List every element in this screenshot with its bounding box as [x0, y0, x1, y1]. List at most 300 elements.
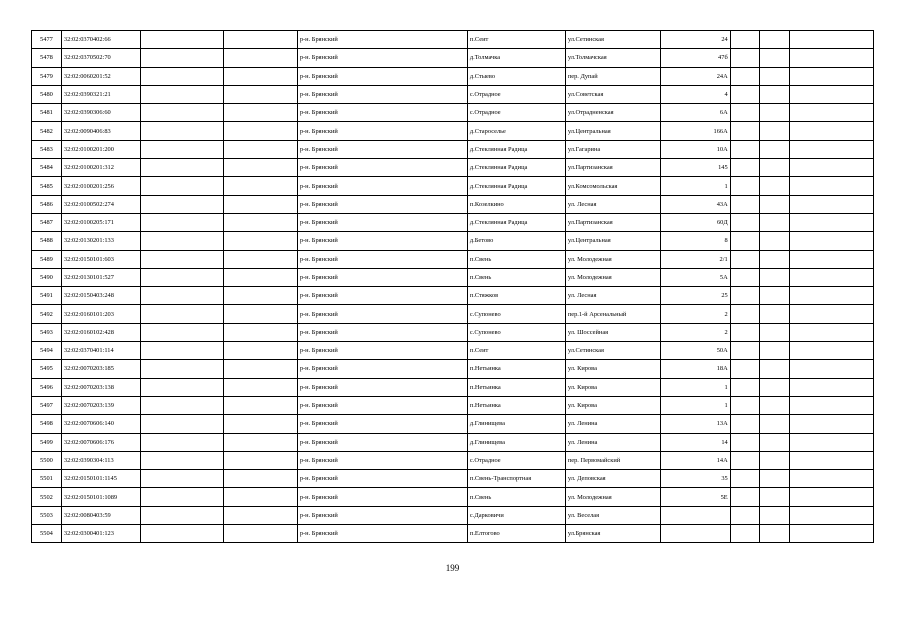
empty-cell	[223, 470, 297, 488]
table-row	[32, 470, 874, 488]
empty-cell	[223, 305, 297, 323]
empty-cell	[141, 506, 223, 524]
empty-cell	[790, 122, 874, 140]
district-cell: р-н. Брянский	[297, 342, 467, 360]
table-row	[32, 433, 874, 451]
empty-cell	[759, 250, 790, 268]
house-number-cell	[660, 525, 730, 543]
empty-cell	[223, 488, 297, 506]
empty-cell	[759, 232, 790, 250]
empty-cell	[141, 213, 223, 231]
locality-cell: п.Свень	[467, 488, 565, 506]
cadastral-number-cell: 32:02:0300401:123	[61, 525, 140, 543]
locality-cell: д.Толмачка	[467, 49, 565, 67]
table-row	[32, 49, 874, 67]
street-cell: ул. Кирова	[565, 360, 660, 378]
cadastral-number-cell: 32:02:0390304:113	[61, 451, 140, 469]
empty-cell	[790, 250, 874, 268]
row-number-cell: 5481	[32, 104, 62, 122]
table-row	[32, 177, 874, 195]
empty-cell	[223, 360, 297, 378]
street-cell: ул. Молодежная	[565, 250, 660, 268]
register-table	[31, 30, 874, 543]
empty-cell	[790, 378, 874, 396]
cadastral-number-cell: 32:02:0160102:428	[61, 323, 140, 341]
row-number-cell: 5498	[32, 415, 62, 433]
empty-cell	[223, 85, 297, 103]
empty-cell	[141, 232, 223, 250]
table-row	[32, 159, 874, 177]
cadastral-number-cell: 32:02:0080403:59	[61, 506, 140, 524]
row-number-cell: 5495	[32, 360, 62, 378]
street-cell: ул.Советская	[565, 85, 660, 103]
locality-cell: п.Свень-Транспортная	[467, 470, 565, 488]
locality-cell: с.Супонево	[467, 305, 565, 323]
empty-cell	[790, 433, 874, 451]
locality-cell: п.Нетьинка	[467, 378, 565, 396]
district-cell: р-н. Брянский	[297, 213, 467, 231]
table-row	[32, 67, 874, 85]
house-number-cell: 5Е	[660, 488, 730, 506]
row-number-cell: 5488	[32, 232, 62, 250]
house-number-cell: 145	[660, 159, 730, 177]
house-number-cell: 47б	[660, 49, 730, 67]
empty-cell	[759, 104, 790, 122]
district-cell: р-н. Брянский	[297, 140, 467, 158]
house-number-cell: 1	[660, 396, 730, 414]
empty-cell	[223, 195, 297, 213]
empty-cell	[223, 525, 297, 543]
street-cell: ул.Сетинская	[565, 342, 660, 360]
street-cell: ул.Толмачская	[565, 49, 660, 67]
empty-cell	[141, 195, 223, 213]
table-row	[32, 378, 874, 396]
street-cell: ул. Молодежная	[565, 268, 660, 286]
row-number-cell: 5486	[32, 195, 62, 213]
empty-cell	[141, 268, 223, 286]
district-cell: р-н. Брянский	[297, 49, 467, 67]
street-cell: ул. Молодежная	[565, 488, 660, 506]
row-number-cell: 5497	[32, 396, 62, 414]
empty-cell	[730, 67, 759, 85]
cadastral-number-cell: 32:02:0370502:70	[61, 49, 140, 67]
empty-cell	[759, 488, 790, 506]
empty-cell	[759, 122, 790, 140]
street-cell: ул. Веселая	[565, 506, 660, 524]
empty-cell	[790, 177, 874, 195]
district-cell: р-н. Брянский	[297, 360, 467, 378]
empty-cell	[730, 488, 759, 506]
empty-cell	[223, 159, 297, 177]
district-cell: р-н. Брянский	[297, 488, 467, 506]
table-row	[32, 195, 874, 213]
table-row	[32, 122, 874, 140]
table-row	[32, 232, 874, 250]
empty-cell	[223, 433, 297, 451]
empty-cell	[790, 488, 874, 506]
empty-cell	[759, 31, 790, 49]
empty-cell	[223, 451, 297, 469]
empty-cell	[759, 378, 790, 396]
empty-cell	[759, 85, 790, 103]
cadastral-number-cell: 32:02:0100201:256	[61, 177, 140, 195]
empty-cell	[730, 250, 759, 268]
empty-cell	[730, 360, 759, 378]
empty-cell	[790, 140, 874, 158]
locality-cell: с.Отрадное	[467, 85, 565, 103]
cadastral-number-cell: 32:02:0100502:274	[61, 195, 140, 213]
empty-cell	[790, 268, 874, 286]
street-cell: ул.Партизанская	[565, 159, 660, 177]
cadastral-number-cell: 32:02:0370402:66	[61, 31, 140, 49]
row-number-cell: 5499	[32, 433, 62, 451]
street-cell: ул. Деповская	[565, 470, 660, 488]
district-cell: р-н. Брянский	[297, 378, 467, 396]
cadastral-number-cell: 32:02:0100201:200	[61, 140, 140, 158]
empty-cell	[759, 396, 790, 414]
locality-cell: п.Нетьинка	[467, 396, 565, 414]
empty-cell	[759, 67, 790, 85]
empty-cell	[730, 104, 759, 122]
street-cell: ул. Лесная	[565, 195, 660, 213]
empty-cell	[730, 85, 759, 103]
street-cell: ул. Ленина	[565, 415, 660, 433]
empty-cell	[730, 305, 759, 323]
district-cell: р-н. Брянский	[297, 305, 467, 323]
empty-cell	[730, 122, 759, 140]
locality-cell: с.Отрадное	[467, 451, 565, 469]
empty-cell	[223, 232, 297, 250]
empty-cell	[790, 415, 874, 433]
locality-cell: д.Бетово	[467, 232, 565, 250]
row-number-cell: 5484	[32, 159, 62, 177]
cadastral-number-cell: 32:02:0100201:312	[61, 159, 140, 177]
empty-cell	[141, 250, 223, 268]
row-number-cell: 5483	[32, 140, 62, 158]
empty-cell	[141, 159, 223, 177]
district-cell: р-н. Брянский	[297, 415, 467, 433]
street-cell: ул.Центральная	[565, 232, 660, 250]
district-cell: р-н. Брянский	[297, 232, 467, 250]
locality-cell: п.Свень	[467, 268, 565, 286]
empty-cell	[141, 415, 223, 433]
empty-cell	[141, 287, 223, 305]
row-number-cell: 5501	[32, 470, 62, 488]
empty-cell	[790, 360, 874, 378]
house-number-cell	[660, 506, 730, 524]
house-number-cell: 2/1	[660, 250, 730, 268]
street-cell: пер.1-й Арсенальный	[565, 305, 660, 323]
row-number-cell: 5478	[32, 49, 62, 67]
street-cell: ул.Партизанская	[565, 213, 660, 231]
district-cell: р-н. Брянский	[297, 250, 467, 268]
empty-cell	[223, 31, 297, 49]
cadastral-number-cell: 32:02:0070203:185	[61, 360, 140, 378]
empty-cell	[790, 104, 874, 122]
empty-cell	[759, 287, 790, 305]
house-number-cell: 4	[660, 85, 730, 103]
house-number-cell: 18А	[660, 360, 730, 378]
empty-cell	[759, 525, 790, 543]
empty-cell	[790, 451, 874, 469]
district-cell: р-н. Брянский	[297, 159, 467, 177]
street-cell: ул. Кирова	[565, 378, 660, 396]
district-cell: р-н. Брянский	[297, 122, 467, 140]
house-number-cell: 10А	[660, 140, 730, 158]
house-number-cell: 24	[660, 31, 730, 49]
house-number-cell: 35	[660, 470, 730, 488]
district-cell: р-н. Брянский	[297, 287, 467, 305]
locality-cell: д.Стеклянная Радица	[467, 213, 565, 231]
row-number-cell: 5502	[32, 488, 62, 506]
table-row	[32, 323, 874, 341]
street-cell: ул. Лесная	[565, 287, 660, 305]
empty-cell	[759, 433, 790, 451]
empty-cell	[223, 140, 297, 158]
street-cell: ул.Отрадненская	[565, 104, 660, 122]
house-number-cell: 6А	[660, 104, 730, 122]
empty-cell	[730, 396, 759, 414]
row-number-cell: 5482	[32, 122, 62, 140]
empty-cell	[223, 415, 297, 433]
empty-cell	[223, 49, 297, 67]
empty-cell	[223, 378, 297, 396]
house-number-cell: 14А	[660, 451, 730, 469]
district-cell: р-н. Брянский	[297, 396, 467, 414]
empty-cell	[759, 470, 790, 488]
district-cell: р-н. Брянский	[297, 268, 467, 286]
cadastral-number-cell: 32:02:0070203:139	[61, 396, 140, 414]
empty-cell	[790, 85, 874, 103]
district-cell: р-н. Брянский	[297, 85, 467, 103]
row-number-cell: 5503	[32, 506, 62, 524]
empty-cell	[730, 433, 759, 451]
cadastral-number-cell: 32:02:0090406:83	[61, 122, 140, 140]
empty-cell	[730, 451, 759, 469]
street-cell: ул.Сетинская	[565, 31, 660, 49]
district-cell: р-н. Брянский	[297, 451, 467, 469]
locality-cell: д.Стеклянная Радица	[467, 177, 565, 195]
street-cell: ул. Кирова	[565, 396, 660, 414]
row-number-cell: 5494	[32, 342, 62, 360]
table-row	[32, 213, 874, 231]
district-cell: р-н. Брянский	[297, 67, 467, 85]
cadastral-number-cell: 32:02:0370401:114	[61, 342, 140, 360]
street-cell: ул. Ленина	[565, 433, 660, 451]
empty-cell	[223, 287, 297, 305]
district-cell: р-н. Брянский	[297, 433, 467, 451]
house-number-cell: 2	[660, 305, 730, 323]
empty-cell	[223, 396, 297, 414]
empty-cell	[223, 122, 297, 140]
row-number-cell: 5491	[32, 287, 62, 305]
table-row	[32, 31, 874, 49]
locality-cell: с.Супонево	[467, 323, 565, 341]
table-row	[32, 415, 874, 433]
table-row	[32, 451, 874, 469]
empty-cell	[141, 177, 223, 195]
house-number-cell: 43А	[660, 195, 730, 213]
empty-cell	[790, 287, 874, 305]
empty-cell	[141, 470, 223, 488]
house-number-cell: 166А	[660, 122, 730, 140]
cadastral-number-cell: 32:02:0160101:203	[61, 305, 140, 323]
street-cell: ул.Центральная	[565, 122, 660, 140]
row-number-cell: 5500	[32, 451, 62, 469]
house-number-cell: 2	[660, 323, 730, 341]
empty-cell	[223, 177, 297, 195]
empty-cell	[759, 213, 790, 231]
empty-cell	[730, 287, 759, 305]
table-row	[32, 305, 874, 323]
empty-cell	[759, 49, 790, 67]
cadastral-number-cell: 32:02:0100205:171	[61, 213, 140, 231]
empty-cell	[790, 470, 874, 488]
locality-cell: п.Свень	[467, 250, 565, 268]
empty-cell	[790, 213, 874, 231]
empty-cell	[759, 506, 790, 524]
street-cell: ул. Шоссейная	[565, 323, 660, 341]
locality-cell: д.Стеклянная Радица	[467, 140, 565, 158]
empty-cell	[790, 67, 874, 85]
cadastral-number-cell: 32:02:0150101:603	[61, 250, 140, 268]
cadastral-number-cell: 32:02:0060201:52	[61, 67, 140, 85]
empty-cell	[141, 85, 223, 103]
table-body	[32, 31, 874, 543]
empty-cell	[223, 323, 297, 341]
empty-cell	[730, 49, 759, 67]
empty-cell	[730, 213, 759, 231]
street-cell: ул.Брянская	[565, 525, 660, 543]
empty-cell	[790, 525, 874, 543]
locality-cell: с.Дарковичи	[467, 506, 565, 524]
locality-cell: д.Староселье	[467, 122, 565, 140]
empty-cell	[141, 396, 223, 414]
house-number-cell: 50А	[660, 342, 730, 360]
table-row	[32, 287, 874, 305]
cadastral-number-cell: 32:02:0390321:21	[61, 85, 140, 103]
table-row	[32, 506, 874, 524]
empty-cell	[759, 305, 790, 323]
house-number-cell: 5А	[660, 268, 730, 286]
street-cell: пер. Первомайский	[565, 451, 660, 469]
row-number-cell: 5477	[32, 31, 62, 49]
cadastral-number-cell: 32:02:0150403:248	[61, 287, 140, 305]
empty-cell	[730, 470, 759, 488]
row-number-cell: 5492	[32, 305, 62, 323]
empty-cell	[759, 195, 790, 213]
table-row	[32, 396, 874, 414]
locality-cell: д.Стеклянная Радица	[467, 159, 565, 177]
cadastral-number-cell: 32:02:0070203:138	[61, 378, 140, 396]
row-number-cell: 5479	[32, 67, 62, 85]
row-number-cell: 5480	[32, 85, 62, 103]
empty-cell	[141, 140, 223, 158]
table-row	[32, 525, 874, 543]
empty-cell	[141, 104, 223, 122]
empty-cell	[730, 140, 759, 158]
empty-cell	[223, 342, 297, 360]
cadastral-number-cell: 32:02:0150101:1089	[61, 488, 140, 506]
empty-cell	[223, 104, 297, 122]
empty-cell	[141, 525, 223, 543]
table-row	[32, 342, 874, 360]
locality-cell: д.Глинищева	[467, 415, 565, 433]
empty-cell	[759, 415, 790, 433]
house-number-cell: 13А	[660, 415, 730, 433]
empty-cell	[223, 268, 297, 286]
cadastral-number-cell: 32:02:0390306:60	[61, 104, 140, 122]
empty-cell	[223, 506, 297, 524]
empty-cell	[730, 195, 759, 213]
table-row	[32, 140, 874, 158]
locality-cell: д.Стыево	[467, 67, 565, 85]
table-row	[32, 250, 874, 268]
cadastral-number-cell: 32:02:0130101:527	[61, 268, 140, 286]
empty-cell	[223, 213, 297, 231]
empty-cell	[759, 323, 790, 341]
empty-cell	[759, 177, 790, 195]
district-cell: р-н. Брянский	[297, 323, 467, 341]
district-cell: р-н. Брянский	[297, 470, 467, 488]
street-cell: пер. Дупай	[565, 67, 660, 85]
district-cell: р-н. Брянский	[297, 177, 467, 195]
empty-cell	[790, 396, 874, 414]
empty-cell	[141, 342, 223, 360]
empty-cell	[730, 232, 759, 250]
empty-cell	[141, 378, 223, 396]
cadastral-number-cell: 32:02:0150101:1145	[61, 470, 140, 488]
row-number-cell: 5489	[32, 250, 62, 268]
empty-cell	[730, 268, 759, 286]
house-number-cell: 8	[660, 232, 730, 250]
empty-cell	[790, 31, 874, 49]
table-row	[32, 104, 874, 122]
empty-cell	[730, 525, 759, 543]
empty-cell	[141, 451, 223, 469]
locality-cell: п.Нетьинка	[467, 360, 565, 378]
empty-cell	[730, 378, 759, 396]
district-cell: р-н. Брянский	[297, 506, 467, 524]
row-number-cell: 5487	[32, 213, 62, 231]
district-cell: р-н. Брянский	[297, 525, 467, 543]
house-number-cell: 1	[660, 177, 730, 195]
empty-cell	[141, 31, 223, 49]
empty-cell	[790, 49, 874, 67]
table-row	[32, 85, 874, 103]
table-row	[32, 488, 874, 506]
empty-cell	[141, 122, 223, 140]
row-number-cell: 5496	[32, 378, 62, 396]
empty-cell	[141, 67, 223, 85]
empty-cell	[759, 342, 790, 360]
empty-cell	[790, 232, 874, 250]
row-number-cell: 5485	[32, 177, 62, 195]
empty-cell	[141, 305, 223, 323]
empty-cell	[730, 342, 759, 360]
table-row	[32, 360, 874, 378]
empty-cell	[759, 360, 790, 378]
empty-cell	[730, 31, 759, 49]
empty-cell	[759, 159, 790, 177]
empty-cell	[790, 506, 874, 524]
cadastral-number-cell: 32:02:0130201:133	[61, 232, 140, 250]
locality-cell: п.Сеит	[467, 342, 565, 360]
empty-cell	[790, 323, 874, 341]
empty-cell	[790, 342, 874, 360]
locality-cell: п.Козелкино	[467, 195, 565, 213]
empty-cell	[141, 49, 223, 67]
